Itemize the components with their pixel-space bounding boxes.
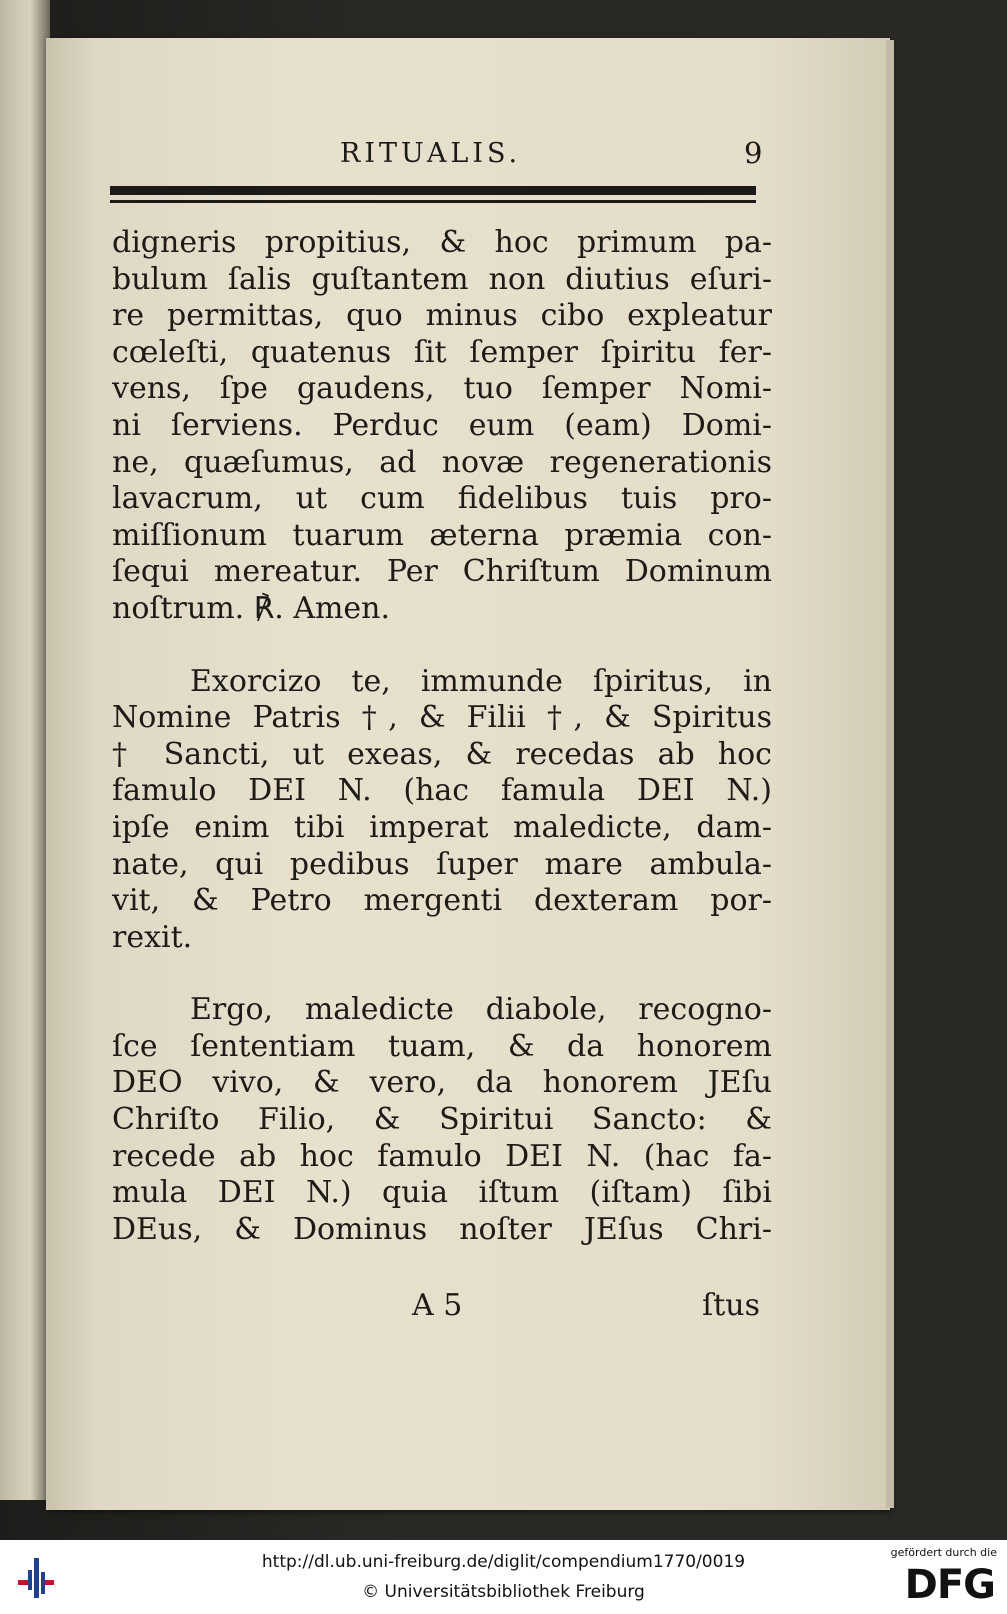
viewer-footer <box>0 1540 1007 1614</box>
text-line: ne, quæſumus, ad novæ regenerationis <box>112 444 772 480</box>
funding-caption: gefördert durch die <box>890 1546 997 1559</box>
dfg-logo: DFG <box>904 1562 995 1608</box>
page-edge <box>886 40 894 1508</box>
text-line: recede ab hoc famulo DEI N. (hac fa- <box>112 1138 772 1174</box>
text-line: re permittas, quo minus cibo expleatur <box>112 298 772 334</box>
text-line: miſſionum tuarum æterna præmia con- <box>112 517 772 553</box>
text-line: Ergo, maledicte diabole, recogno- <box>190 992 772 1028</box>
paragraph <box>112 225 772 628</box>
page-number: 9 <box>744 136 763 170</box>
text-line: lavacrum, ut cum fidelibus tuis pro- <box>112 481 772 517</box>
text-line: noſtrum. ℟. Amen. <box>112 590 391 626</box>
text-line: DEO vivo, & vero, da honorem JEſu <box>112 1065 772 1101</box>
text-line: digneris propitius, & hoc primum pa- <box>112 225 772 260</box>
text-line: Chriſto Filio, & Spiritui Sancto: & <box>112 1102 772 1138</box>
text-line: vit, & Petro mergenti dexteram por- <box>112 883 772 919</box>
paragraph <box>112 992 772 1248</box>
document-url[interactable]: http://dl.ub.uni-freiburg.de/diglit/compendium1770/0019 <box>261 1552 746 1572</box>
text-line: † Sancti, ut exeas, & recedas ab hoc <box>112 736 772 772</box>
text-line: rexit. <box>112 919 193 955</box>
text-line: ſce ſententiam tuam, & da honorem <box>112 1028 772 1064</box>
text-line: famulo DEI N. (hac famula DEI N.) <box>112 773 772 809</box>
text-line: Nomine Patris †, & Filii †, & Spiritus <box>112 700 772 736</box>
signature-mark: A 5 <box>412 1288 463 1323</box>
body-text <box>112 225 772 1248</box>
text-line: ni ſerviens. Perduc eum (eam) Domi- <box>112 407 772 443</box>
text-line: DEus, & Dominus noſter JEſus Chri- <box>112 1211 772 1247</box>
text-line: ipſe enim tibi imperat maledicte, dam- <box>112 809 772 845</box>
page-foot <box>112 1288 760 1328</box>
text-line: bulum ſalis guſtantem non diutius eſuri- <box>112 261 772 297</box>
text-line: Exorcizo te, immunde ſpiritus, in <box>190 663 772 699</box>
text-line: cœleſti, quatenus ſit ſemper ſpiritu fer- <box>112 334 772 370</box>
header-rule <box>110 186 756 206</box>
copyright-notice: © Universitätsbibliothek Freiburg <box>362 1582 645 1602</box>
page-header <box>110 136 763 178</box>
left-page-edge <box>0 0 50 1500</box>
paragraph <box>112 664 772 957</box>
running-head: RITUALIS. <box>340 138 522 169</box>
catchword: ſtus <box>702 1288 760 1323</box>
text-line: mula DEI N.) quia iſtum (iſtam) ſibi <box>112 1175 772 1211</box>
text-line: vens, ſpe gaudens, tuo ſemper Nomi- <box>112 371 772 407</box>
text-line: ſequi mereatur. Per Chriſtum Dominum <box>112 554 772 590</box>
text-line: nate, qui pedibus ſuper mare ambula- <box>112 846 772 882</box>
